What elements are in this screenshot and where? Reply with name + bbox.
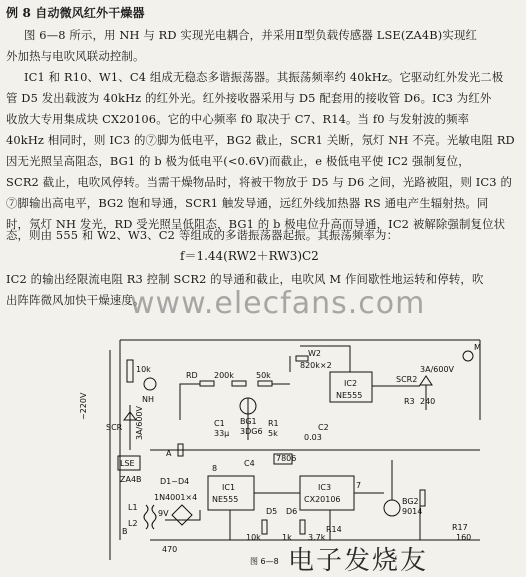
label-240: 240: [420, 397, 436, 406]
label-d6: D6: [286, 507, 298, 516]
label-cx20106: CX20106: [304, 495, 341, 504]
label-m: M: [474, 343, 481, 352]
watermark: www.elecfans.com: [130, 286, 426, 321]
text-line: ⑦脚输出高电平，BG2 饱和导通，SCR1 触发导通，远红外线加热器 RS 通电产生辐射热。同: [6, 196, 489, 210]
label-scr-rating-2: 3A/600V: [420, 365, 454, 374]
label-w2val: 820k×2: [300, 361, 332, 370]
text-line: IC1 和 R10、W1、C4 组成无稳态多谐振荡器。其振荡频率约 40kHz。它驱动红外发光二极: [24, 70, 504, 84]
label-9v: 9V: [158, 509, 169, 518]
label-220v: ~220V: [79, 392, 88, 420]
label-rd: RD: [186, 371, 198, 380]
label-r17: R17: [452, 523, 468, 532]
figure-caption: 图 6—8: [250, 557, 279, 566]
label-10k: 10k: [246, 533, 261, 542]
label-za4b: ZA4B: [120, 475, 142, 484]
label-1k: 1k: [282, 533, 292, 542]
text-line: 40kHz 相同时，则 IC3 的⑦脚为低电平，BG2 截止，SCR1 关断，氖灯 NH 不亮。光敏电阻 RD: [6, 133, 515, 147]
label-d1d4: D1~D4: [160, 477, 190, 486]
label-scr-rating: 3A/600V: [135, 406, 144, 440]
text-line: 图 6—8 所示，用 NH 与 RD 实现光电耦合，并采用Ⅱ型负载传感器 LSE(ZA4B)实现红: [24, 28, 478, 42]
label-33u: 33μ: [214, 429, 230, 438]
label-c4: C4: [244, 459, 255, 468]
label-w2: W2: [308, 349, 321, 358]
label-3-7k: 3.7k: [308, 533, 326, 542]
label-ic3: IC3: [318, 483, 332, 492]
label-160: 160: [456, 533, 472, 542]
label-9014: 9014: [402, 507, 423, 516]
label-scr2: SCR2: [396, 375, 418, 384]
label-bg1: BG1: [240, 417, 257, 426]
text-line: IC2 的输出经限流电阻 R3 控制 SCR2 的导通和截止，电吹风 M 作间歇性地运转和停转，吹: [6, 272, 484, 286]
label-3dg6: 3DG6: [240, 427, 263, 436]
label-pin8: 8: [212, 464, 218, 473]
label-l2: L2: [128, 519, 138, 528]
label-d5: D5: [266, 507, 278, 516]
section-title: 例 8 自动微风红外干燥器: [6, 6, 145, 20]
label-in4001: 1N4001×4: [154, 493, 198, 502]
text-line: 态，则由 555 和 W2、W3、C2 等组成的多谐振荡器起振。其振荡频率为：: [6, 228, 399, 242]
label-pin7: 7: [356, 481, 362, 490]
label-5k: 5k: [268, 429, 278, 438]
label-r3: R3: [404, 397, 415, 406]
label-c2: C2: [318, 423, 329, 432]
label-r: 10k: [136, 365, 151, 374]
text-line: SCR2 截止，电吹风停转。当需干燥物品时，将被干物放于 D5 与 D6 之间，光路被阻，则 IC3 的: [6, 175, 512, 189]
label-r14: R14: [326, 525, 342, 534]
label-ne555: NE555: [336, 391, 363, 400]
label-470: 470: [162, 545, 178, 554]
label-scr: SCR: [106, 423, 123, 432]
label-lse: LSE: [120, 459, 135, 468]
label-nh: NH: [142, 395, 154, 404]
label-bg2: BG2: [402, 497, 419, 506]
label-c1: C1: [214, 419, 225, 428]
watermark-logo-text: 电子发烧友: [288, 546, 429, 576]
text-line: 管 D5 发出载波为 40kHz 的红外光。红外接收器采用与 D5 配套用的接收管 D6。IC3 为红外: [6, 91, 492, 105]
text-line: 出阵阵微风加快干燥速度。: [6, 293, 145, 307]
text-line: 收放大专用集成块 CX20106。它的中心频率 f0 取决于 C7、R14。当 f0 与发射波的频率: [6, 112, 470, 126]
text-line: 时，氖灯 NH 发光，RD 受光照呈低阻态，BG1 的 b 极电位升高而导通，IC2 被解除强制复位状: [6, 217, 506, 231]
label-ne555b: NE555: [212, 495, 239, 504]
label-b: B: [122, 527, 128, 536]
label-ic1: IC1: [222, 483, 236, 492]
label-a: A: [166, 449, 172, 458]
label-003: 0.03: [304, 433, 322, 442]
label-7806: 7806: [276, 454, 297, 463]
label-ic2: IC2: [344, 379, 358, 388]
label-50k: 50k: [256, 371, 271, 380]
text-line: 外加热与电吹风联动控制。: [6, 49, 145, 63]
label-200k: 200k: [214, 371, 234, 380]
label-l1: L1: [128, 503, 138, 512]
text-line: 因无光照呈高阻态，BG1 的 b 极为低电平(<0.6V)而截止，e 极低电平使 IC2 强制复位，: [6, 154, 470, 168]
label-r1: R1: [268, 419, 279, 428]
formula: f＝1.44(RW2＋RW3)C2: [180, 249, 319, 263]
